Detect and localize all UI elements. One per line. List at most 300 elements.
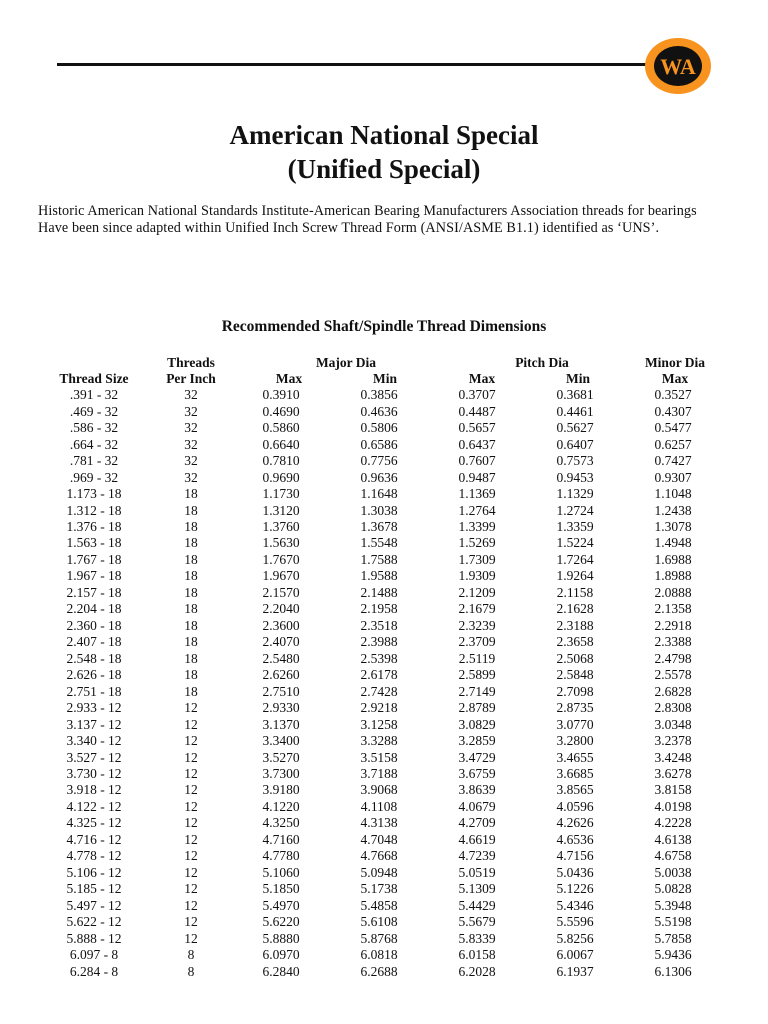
table-cell: 18: [184, 683, 198, 699]
table-cell: 0.6257: [654, 436, 692, 452]
table-cell: .664 - 32: [69, 436, 119, 452]
table-cell: 2.1488: [360, 584, 398, 600]
table-cell: 0.3707: [458, 387, 496, 403]
table-cell: 4.2626: [556, 815, 594, 831]
table-cell: 2.5068: [556, 650, 594, 666]
table-cell: 12: [184, 733, 198, 749]
table-row: [38, 585, 722, 601]
table-cell: 12: [184, 848, 198, 864]
table-cell: 18: [184, 486, 198, 502]
table-cell: 5.6108: [360, 914, 398, 930]
table-cell: 12: [184, 881, 198, 897]
table-cell: 5.1226: [556, 881, 594, 897]
table-cell: 6.097 - 8: [69, 947, 119, 963]
table-cell: 2.1679: [458, 601, 496, 617]
table-cell: 3.2378: [654, 733, 692, 749]
table-cell: 2.5578: [654, 667, 692, 683]
table-cell: 18: [184, 617, 198, 633]
table-cell: 18: [184, 502, 198, 518]
table-row: [38, 947, 722, 963]
table-cell: 0.5657: [458, 420, 496, 436]
table-cell: 1.9588: [360, 568, 398, 584]
table-row: [38, 766, 722, 782]
table-cell: 18: [184, 551, 198, 567]
table-cell: 1.3399: [458, 518, 496, 534]
table-row: [38, 700, 722, 716]
table-cell: 2.7098: [556, 683, 594, 699]
table-cell: 4.1108: [360, 798, 398, 814]
intro-paragraph: Historic American National Standards Institute-American Bearing Manufacturers Association threads for bearings Have been since adapted within Unified Inch Screw Thread Form (ANSI/ASME B1.1) identified as ‘UNS’.: [38, 203, 697, 236]
table-cell: 3.8565: [556, 782, 594, 798]
table-cell: 18: [184, 568, 198, 584]
table-cell: 1.376 - 18: [66, 518, 122, 534]
table-cell: 2.9330: [262, 700, 300, 716]
table-cell: 2.204 - 18: [66, 601, 122, 617]
table-cell: 0.3681: [556, 387, 594, 403]
table-cell: 1.5548: [360, 535, 398, 551]
table-row: [38, 749, 722, 765]
table-cell: 4.0198: [654, 798, 692, 814]
table-row: [38, 634, 722, 650]
table-cell: .469 - 32: [69, 403, 119, 419]
table-cell: 4.7156: [556, 848, 594, 864]
table-cell: 4.7160: [262, 831, 300, 847]
table-cell: 2.9218: [360, 700, 398, 716]
table-cell: 0.4487: [458, 403, 496, 419]
table-cell: 3.6759: [458, 766, 496, 782]
table-cell: 12: [184, 914, 198, 930]
table-cell: 1.3038: [360, 502, 398, 518]
column-header-major-min: Min: [372, 371, 397, 386]
table-cell: 3.4729: [458, 749, 496, 765]
table-cell: 2.6260: [262, 667, 300, 683]
table-cell: 5.622 - 12: [66, 914, 122, 930]
table-row: [38, 914, 722, 930]
table-cell: 5.106 - 12: [66, 864, 122, 880]
table-cell: 4.6138: [654, 831, 692, 847]
table-row: [38, 420, 722, 436]
table-cell: 1.173 - 18: [66, 486, 122, 502]
table-row: [38, 733, 722, 749]
table-cell: 6.284 - 8: [69, 963, 119, 979]
table-cell: 4.2709: [458, 815, 496, 831]
table-cell: 1.1329: [556, 486, 594, 502]
table-row: [38, 865, 722, 881]
table-cell: 6.2028: [458, 963, 496, 979]
table-row: [38, 486, 722, 502]
table-cell: 1.767 - 18: [66, 551, 122, 567]
table-cell: 5.5679: [458, 914, 496, 930]
table-cell: 4.6758: [654, 848, 692, 864]
table-cell: 3.918 - 12: [66, 782, 122, 798]
column-header-minor-max: Max: [661, 371, 689, 386]
table-cell: 12: [184, 716, 198, 732]
table-cell: 1.6988: [654, 551, 692, 567]
table-cell: 5.0519: [458, 864, 496, 880]
table-cell: 12: [184, 897, 198, 913]
table-cell: 2.4798: [654, 650, 692, 666]
table-cell: 2.751 - 18: [66, 683, 122, 699]
table-cell: 1.9309: [458, 568, 496, 584]
table-cell: 4.1220: [262, 798, 300, 814]
table-cell: 18: [184, 535, 198, 551]
table-cell: 6.2688: [360, 963, 398, 979]
logo-text: WA: [660, 54, 696, 79]
table-cell: 3.527 - 12: [66, 749, 122, 765]
table-cell: 12: [184, 930, 198, 946]
table-row: [38, 651, 722, 667]
table-cell: 4.7239: [458, 848, 496, 864]
table-cell: 0.6437: [458, 436, 496, 452]
table-cell: 1.312 - 18: [66, 502, 122, 518]
table-cell: 1.1648: [360, 486, 398, 502]
table-cell: 3.8639: [458, 782, 496, 798]
company-logo: [644, 37, 712, 95]
table-cell: 5.0038: [654, 864, 692, 880]
table-cell: 2.3188: [556, 617, 594, 633]
table-cell: 2.933 - 12: [66, 700, 122, 716]
table-cell: 32: [184, 403, 198, 419]
table-cell: 0.4307: [654, 403, 692, 419]
table-cell: 5.1850: [262, 881, 300, 897]
table-row: [38, 963, 722, 979]
table-cell: 5.4429: [458, 897, 496, 913]
table-cell: 5.497 - 12: [66, 897, 122, 913]
table-cell: 1.8988: [654, 568, 692, 584]
table-cell: 4.7048: [360, 831, 398, 847]
table-cell: 3.730 - 12: [66, 766, 122, 782]
table-cell: 1.1730: [262, 486, 300, 502]
table-cell: 5.4858: [360, 897, 398, 913]
table-cell: 0.3856: [360, 387, 398, 403]
table-cell: 3.7188: [360, 766, 398, 782]
table-cell: 12: [184, 700, 198, 716]
table-cell: 1.1048: [654, 486, 692, 502]
table-cell: 12: [184, 749, 198, 765]
table-cell: 5.9436: [654, 947, 692, 963]
table-cell: 2.8308: [654, 700, 692, 716]
table-body: [38, 387, 722, 980]
table-cell: 6.0158: [458, 947, 496, 963]
table-cell: 2.3239: [458, 617, 496, 633]
table-cell: 0.3527: [654, 387, 692, 403]
table-cell: 0.5806: [360, 420, 398, 436]
table-cell: 2.360 - 18: [66, 617, 122, 633]
table-cell: 2.6828: [654, 683, 692, 699]
table-cell: 4.7780: [262, 848, 300, 864]
table-cell: .969 - 32: [69, 469, 119, 485]
column-header-thread-size: Thread Size: [59, 371, 129, 386]
table-cell: 3.1370: [262, 716, 300, 732]
table-cell: 32: [184, 420, 198, 436]
table-cell: 8: [187, 963, 195, 979]
table-cell: 0.5627: [556, 420, 594, 436]
table-cell: 2.7510: [262, 683, 300, 699]
table-cell: 1.563 - 18: [66, 535, 122, 551]
table-row: [38, 799, 722, 815]
table-cell: 0.9690: [262, 469, 300, 485]
table-cell: 12: [184, 815, 198, 831]
table-cell: 0.7607: [458, 453, 496, 469]
table-cell: 2.7149: [458, 683, 496, 699]
table-row: [38, 469, 722, 485]
table-cell: 3.4248: [654, 749, 692, 765]
table-title: Recommended Shaft/Spindle Thread Dimensions: [221, 318, 547, 335]
table-cell: 0.9636: [360, 469, 398, 485]
table-cell: 6.0818: [360, 947, 398, 963]
table-cell: 1.1369: [458, 486, 496, 502]
table-cell: 1.7588: [360, 551, 398, 567]
table-cell: 2.0888: [654, 584, 692, 600]
table-cell: 3.9180: [262, 782, 300, 798]
table-cell: 1.3760: [262, 518, 300, 534]
table-cell: 4.325 - 12: [66, 815, 122, 831]
table-cell: 1.2764: [458, 502, 496, 518]
table-cell: 3.340 - 12: [66, 733, 122, 749]
table-row: [38, 387, 722, 403]
table-cell: 0.9487: [458, 469, 496, 485]
table-row: [38, 683, 722, 699]
header-pitch-dia: Pitch Dia: [515, 355, 569, 370]
table-cell: 3.5270: [262, 749, 300, 765]
table-cell: 5.1060: [262, 864, 300, 880]
table-row: [38, 519, 722, 535]
table-cell: 5.3948: [654, 897, 692, 913]
table-cell: 5.6220: [262, 914, 300, 930]
table-cell: 3.137 - 12: [66, 716, 122, 732]
table-cell: 2.3518: [360, 617, 398, 633]
table-row: [38, 848, 722, 864]
table-cell: 5.0436: [556, 864, 594, 880]
table-cell: 2.5119: [458, 650, 496, 666]
table-cell: 6.0970: [262, 947, 300, 963]
table-cell: 18: [184, 584, 198, 600]
table-cell: 1.5630: [262, 535, 300, 551]
table-cell: 8: [187, 947, 195, 963]
table-cell: 2.8735: [556, 700, 594, 716]
table-cell: 2.2040: [262, 601, 300, 617]
table-cell: 3.0829: [458, 716, 496, 732]
table-cell: 1.9670: [262, 568, 300, 584]
table-row: [38, 618, 722, 634]
table-cell: 4.778 - 12: [66, 848, 122, 864]
table-cell: 0.6586: [360, 436, 398, 452]
table-cell: 2.1958: [360, 601, 398, 617]
table-cell: 18: [184, 667, 198, 683]
table-cell: 4.2228: [654, 815, 692, 831]
table-row: [38, 881, 722, 897]
column-header-pitch-max: Max: [468, 371, 496, 386]
table-cell: 0.4461: [556, 403, 594, 419]
table-row: [38, 667, 722, 683]
table-cell: 12: [184, 864, 198, 880]
table-row: [38, 832, 722, 848]
table-cell: 32: [184, 387, 198, 403]
table-cell: 2.3658: [556, 634, 594, 650]
table-cell: 2.5899: [458, 667, 496, 683]
table-row: [38, 436, 722, 452]
table-cell: 5.4970: [262, 897, 300, 913]
table-cell: 4.6536: [556, 831, 594, 847]
table-cell: 3.4655: [556, 749, 594, 765]
table-cell: 1.7309: [458, 551, 496, 567]
table-cell: 5.5596: [556, 914, 594, 930]
table-cell: 3.6685: [556, 766, 594, 782]
table-cell: 32: [184, 436, 198, 452]
column-header-per-inch: Per Inch: [166, 371, 216, 386]
table-cell: 1.967 - 18: [66, 568, 122, 584]
table-row: [38, 601, 722, 617]
table-cell: 1.3359: [556, 518, 594, 534]
table-row: [38, 815, 722, 831]
table-cell: 0.7573: [556, 453, 594, 469]
table-cell: 12: [184, 831, 198, 847]
table-cell: 4.7668: [360, 848, 398, 864]
table-cell: 2.1209: [458, 584, 496, 600]
table-cell: 6.1306: [654, 963, 692, 979]
table-cell: 4.122 - 12: [66, 798, 122, 814]
table-cell: 0.6640: [262, 436, 300, 452]
table-row: [38, 453, 722, 469]
table-cell: 2.3988: [360, 634, 398, 650]
table-row: [38, 930, 722, 946]
table-row: [38, 552, 722, 568]
table-cell: 0.9307: [654, 469, 692, 485]
table-cell: 1.2438: [654, 502, 692, 518]
column-header-major-max: Max: [275, 371, 303, 386]
table-cell: 4.0679: [458, 798, 496, 814]
table-cell: 2.4070: [262, 634, 300, 650]
table-cell: 5.8256: [556, 930, 594, 946]
table-cell: 5.8880: [262, 930, 300, 946]
table-cell: 18: [184, 518, 198, 534]
table-cell: 0.5477: [654, 420, 692, 436]
table-cell: 3.9068: [360, 782, 398, 798]
table-cell: 2.157 - 18: [66, 584, 122, 600]
table-cell: 12: [184, 798, 198, 814]
header-major-dia: Major Dia: [315, 355, 377, 370]
table-cell: 5.0948: [360, 864, 398, 880]
table-cell: 0.7427: [654, 453, 692, 469]
page-title: American National Special: [229, 120, 539, 150]
table-cell: 5.5198: [654, 914, 692, 930]
header-rule: [57, 63, 657, 66]
table-cell: 1.5224: [556, 535, 594, 551]
table-cell: 0.6407: [556, 436, 594, 452]
table-cell: 1.5269: [458, 535, 496, 551]
table-cell: 5.7858: [654, 930, 692, 946]
table-cell: 2.626 - 18: [66, 667, 122, 683]
table-row: [38, 535, 722, 551]
table-cell: 1.3078: [654, 518, 692, 534]
header-threads: Threads: [167, 355, 215, 370]
table-cell: 1.7670: [262, 551, 300, 567]
table-cell: 2.3709: [458, 634, 496, 650]
table-cell: 0.7810: [262, 453, 300, 469]
table-cell: 18: [184, 634, 198, 650]
table-cell: 3.6278: [654, 766, 692, 782]
table-cell: 6.2840: [262, 963, 300, 979]
table-cell: 4.6619: [458, 831, 496, 847]
table-cell: 2.5848: [556, 667, 594, 683]
table-cell: 0.3910: [262, 387, 300, 403]
table-cell: 2.3388: [654, 634, 692, 650]
table-cell: 4.3250: [262, 815, 300, 831]
table-cell: 2.5398: [360, 650, 398, 666]
column-header-pitch-min: Min: [565, 371, 590, 386]
table-cell: 5.0828: [654, 881, 692, 897]
header-minor-dia: Minor Dia: [644, 355, 706, 370]
table-cell: 5.1738: [360, 881, 398, 897]
table-cell: 3.0348: [654, 716, 692, 732]
table-cell: 6.0067: [556, 947, 594, 963]
table-cell: 2.407 - 18: [66, 634, 122, 650]
table-cell: .781 - 32: [69, 453, 119, 469]
table-cell: .391 - 32: [69, 387, 119, 403]
table-cell: 6.1937: [556, 963, 594, 979]
table-cell: 3.2859: [458, 733, 496, 749]
table-cell: 18: [184, 650, 198, 666]
table-cell: 0.5860: [262, 420, 300, 436]
table-cell: 32: [184, 453, 198, 469]
table-cell: 2.6178: [360, 667, 398, 683]
table-cell: 2.1158: [556, 584, 594, 600]
table-cell: 32: [184, 469, 198, 485]
table-cell: .586 - 32: [69, 420, 119, 436]
table-row: [38, 403, 722, 419]
table-cell: 3.5158: [360, 749, 398, 765]
table-cell: 1.7264: [556, 551, 594, 567]
table-cell: 5.1309: [458, 881, 496, 897]
table-cell: 5.888 - 12: [66, 930, 122, 946]
table-cell: 4.716 - 12: [66, 831, 122, 847]
page-subtitle: (Unified Special): [287, 154, 481, 184]
table-row: [38, 716, 722, 732]
table-cell: 3.3400: [262, 733, 300, 749]
table-cell: 0.4690: [262, 403, 300, 419]
table-cell: 3.1258: [360, 716, 398, 732]
table-cell: 1.2724: [556, 502, 594, 518]
table-row: [38, 502, 722, 518]
table-row: [38, 898, 722, 914]
table-cell: 5.4346: [556, 897, 594, 913]
table-row: [38, 568, 722, 584]
table-cell: 0.9453: [556, 469, 594, 485]
table-cell: 2.1628: [556, 601, 594, 617]
table-cell: 4.3138: [360, 815, 398, 831]
table-cell: 3.8158: [654, 782, 692, 798]
table-cell: 3.0770: [556, 716, 594, 732]
table-cell: 5.8339: [458, 930, 496, 946]
table-cell: 2.1358: [654, 601, 692, 617]
table-cell: 0.4636: [360, 403, 398, 419]
table-cell: 3.7300: [262, 766, 300, 782]
table-row: [38, 782, 722, 798]
table-cell: 1.4948: [654, 535, 692, 551]
table-cell: 1.3678: [360, 518, 398, 534]
table-cell: 18: [184, 601, 198, 617]
table-cell: 2.1570: [262, 584, 300, 600]
table-cell: 2.7428: [360, 683, 398, 699]
table-cell: 0.7756: [360, 453, 398, 469]
table-cell: 12: [184, 782, 198, 798]
table-cell: 3.3288: [360, 733, 398, 749]
table-cell: 12: [184, 766, 198, 782]
table-cell: 2.2918: [654, 617, 692, 633]
table-cell: 2.548 - 18: [66, 650, 122, 666]
table-cell: 1.3120: [262, 502, 300, 518]
table-cell: 5.185 - 12: [66, 881, 122, 897]
